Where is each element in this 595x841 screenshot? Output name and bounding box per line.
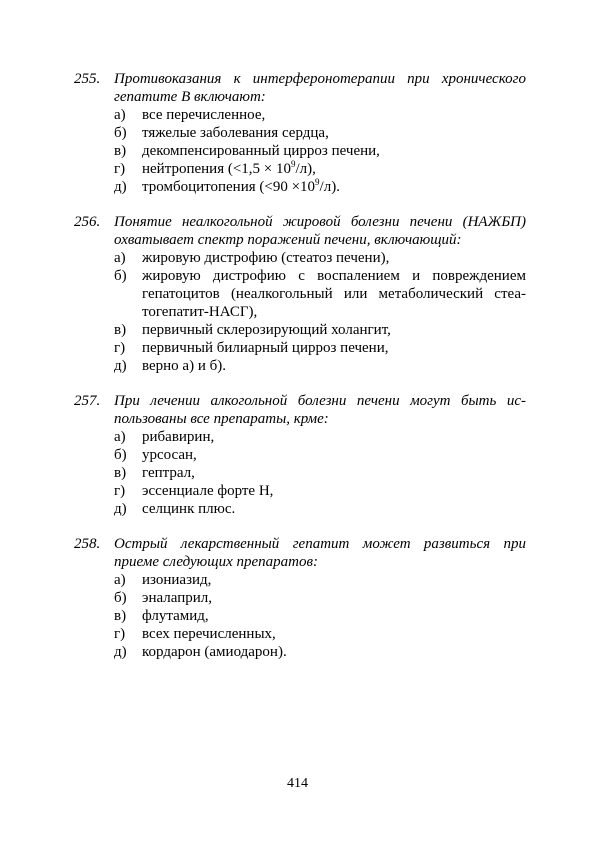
answer-option [74, 571, 526, 589]
question-number: 256. [74, 214, 101, 230]
option-letter: д) [114, 179, 127, 195]
option-text [142, 178, 526, 196]
option-text [142, 357, 526, 375]
option-text [142, 625, 526, 643]
option-text-line: гепатоцитов (неалкогольный или метаболический стеа- [142, 286, 526, 302]
option-text [142, 321, 526, 339]
option-letter: а) [114, 429, 126, 445]
question-number: 258. [74, 536, 101, 552]
question-257 [74, 392, 526, 518]
option-text [142, 249, 526, 267]
option-letter: а) [114, 572, 126, 588]
option-text [142, 464, 526, 482]
option-text [142, 607, 526, 625]
answer-option [74, 482, 526, 500]
question-number: 257. [74, 393, 101, 409]
option-text-line: рибавирин, [142, 429, 215, 445]
question-256 [74, 213, 526, 375]
question-header [74, 392, 526, 428]
option-text-line: кордарон (амиодарон). [142, 644, 287, 660]
option-letter: г) [114, 483, 126, 499]
answer-option [74, 142, 526, 160]
answer-option [74, 607, 526, 625]
question-number: 255. [74, 71, 101, 87]
option-text-post: /л), [295, 161, 316, 177]
option-text [142, 482, 526, 500]
option-text [142, 339, 526, 357]
option-letter: в) [114, 465, 127, 481]
answer-option [74, 267, 526, 321]
option-text [142, 446, 526, 464]
option-text [142, 589, 526, 607]
question-header [74, 535, 526, 571]
option-letter: г) [114, 340, 126, 356]
option-text-line: жировую дистрофию (стеатоз печени), [142, 250, 390, 266]
option-letter: в) [114, 608, 127, 624]
option-text-line: первичный билиарный цирроз печени, [142, 340, 389, 356]
option-text-line: тяжелые заболевания сердца, [142, 125, 329, 141]
option-letter: б) [114, 447, 127, 463]
option-text [142, 571, 526, 589]
option-letter: д) [114, 501, 127, 517]
option-letter: г) [114, 161, 126, 177]
option-text [142, 142, 526, 160]
option-text-pre: нейтропения (<1,5 × 10 [142, 161, 292, 177]
option-text [142, 106, 526, 124]
answer-option [74, 464, 526, 482]
option-text-line: селцинк плюс. [142, 501, 236, 517]
option-letter: а) [114, 250, 126, 266]
question-text-line: охватывает спектр поражений печени, включающий: [114, 232, 462, 248]
exponent: 9 [315, 177, 320, 187]
option-text-line: первичный склерозирующий холангит, [142, 322, 391, 338]
page-number: 414 [287, 776, 308, 791]
option-text [142, 267, 526, 321]
answer-option [74, 357, 526, 375]
option-text [142, 160, 526, 178]
exponent: 9 [291, 159, 296, 169]
option-letter: б) [114, 125, 127, 141]
answer-option [74, 446, 526, 464]
option-letter: г) [114, 626, 126, 642]
answer-option [74, 500, 526, 518]
page-content [74, 70, 526, 678]
option-text-line: урсосан, [142, 447, 197, 463]
question-text [114, 392, 526, 428]
question-text-line: гепатите В включают: [114, 89, 266, 105]
option-text-line: верно а) и б). [142, 358, 226, 374]
option-text-line: изониазид, [142, 572, 212, 588]
question-255 [74, 70, 526, 196]
option-text-line: все перечисленное, [142, 107, 266, 123]
question-258 [74, 535, 526, 661]
option-letter: б) [114, 590, 127, 606]
option-letter: д) [114, 358, 127, 374]
option-letter: в) [114, 143, 127, 159]
option-letter: б) [114, 268, 127, 284]
answer-option [74, 249, 526, 267]
option-letter: в) [114, 322, 127, 338]
option-letter: д) [114, 644, 127, 660]
option-text [142, 500, 526, 518]
question-text-line: При лечении алкогольной болезни печени могут быть ис- [114, 393, 526, 409]
answer-option [74, 339, 526, 357]
option-text-line: тогепатит-НАСГ), [142, 304, 258, 320]
question-text-line: Острый лекарственный гепатит может развиться при [114, 536, 526, 552]
question-text [114, 70, 526, 106]
answer-option [74, 106, 526, 124]
option-text [142, 643, 526, 661]
question-text-line: пользованы все препараты, крме: [114, 411, 329, 427]
question-text-line: Противоказания к интерферонотерапии при хронического [114, 71, 526, 87]
option-text-line: декомпенсированный цирроз печени, [142, 143, 380, 159]
option-text-line: эссенциале форте Н, [142, 483, 274, 499]
answer-option [74, 178, 526, 196]
answer-option [74, 589, 526, 607]
option-text-line: всех перечисленных, [142, 626, 276, 642]
answer-option [74, 160, 526, 178]
option-text-line: жировую дистрофию с воспалением и повреждением [142, 268, 526, 284]
option-text-line: гептрал, [142, 465, 195, 481]
question-text-line: Понятие неалкогольной жировой болезни печени (НАЖБП) [114, 214, 526, 230]
option-text [142, 124, 526, 142]
option-letter: а) [114, 107, 126, 123]
question-text-line: приеме следующих препаратов: [114, 554, 318, 570]
answer-option [74, 428, 526, 446]
answer-option [74, 124, 526, 142]
answer-option [74, 321, 526, 339]
question-header [74, 70, 526, 106]
answer-option [74, 625, 526, 643]
option-text-pre: тромбоцитопения (<90 ×10 [142, 179, 316, 195]
question-text [114, 535, 526, 571]
question-text [114, 213, 526, 249]
option-text-line: флутамид, [142, 608, 209, 624]
option-text [142, 428, 526, 446]
question-header [74, 213, 526, 249]
answer-option [74, 643, 526, 661]
option-text-post: /л). [319, 179, 340, 195]
option-text-line: эналаприл, [142, 590, 212, 606]
